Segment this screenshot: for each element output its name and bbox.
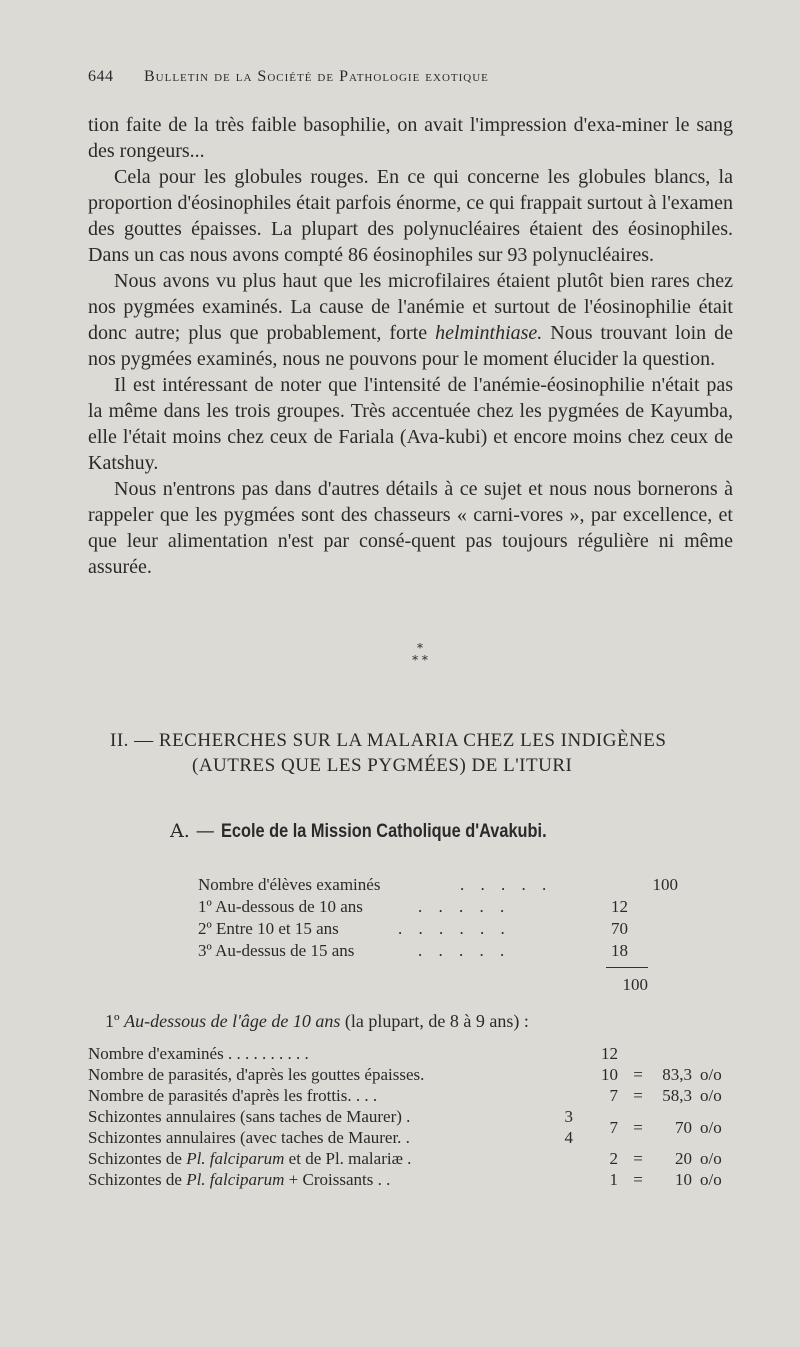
table-row (88, 1064, 738, 1085)
row-subcount: 4 (564, 1128, 573, 1147)
table-row (88, 1148, 738, 1169)
row-count: 1 (609, 1170, 618, 1189)
sum-rule (606, 967, 648, 968)
row-label: Schizontes de Pl. falciparum + Croissants . . (88, 1170, 391, 1189)
row-percent: 58,3 (662, 1086, 692, 1105)
row-label: Schizontes annulaires (avec taches de Maurer. . (88, 1128, 410, 1147)
subsection-prefix: A. — (170, 820, 215, 842)
subsection-heading (170, 818, 599, 845)
equals-sign: = (633, 1149, 643, 1168)
leader-dots: . . . . . (418, 897, 511, 916)
leader-dots: . . . . . (460, 875, 553, 894)
equals-sign: = (633, 1086, 643, 1105)
page-number: 644 (88, 68, 114, 85)
table-row (198, 940, 698, 962)
equals-sign: = (633, 1065, 643, 1084)
separator-stars-bottom: * * (412, 653, 428, 667)
row-label: Schizontes annulaires (sans taches de Maurer) . (88, 1107, 411, 1126)
row-subcount: 3 (564, 1107, 573, 1126)
section-heading-line2: (AUTRES QUE LES PYGMÉES) DE L'ITURI (192, 755, 573, 776)
table-row (88, 1118, 738, 1148)
subgroup-number: 1º (105, 1011, 120, 1031)
row-percent: 20 (675, 1149, 692, 1168)
row-value: 100 (652, 875, 678, 894)
leader-dots: . . . . . . (398, 919, 511, 938)
row-label: Nombre d'examinés . . . . . . . . . . (88, 1044, 309, 1063)
row-label: Nombre d'élèves examinés (198, 875, 381, 894)
table-row (198, 918, 698, 940)
row-count: 10 (601, 1065, 618, 1084)
sum-rule-row (198, 962, 698, 974)
table-total: 100 (622, 975, 648, 994)
paragraph: Nous avons vu plus haut que les microfilaires étaient plutôt bien rares chez nos pygmées examinés. La cause de l'anémie et surtout de l'éosinophilie était donc autre; plus que probablement, forte helminthiase. Nous trouvant loin de nos pygmées examinés, nous ne pouvons pour le moment élucider la question. (88, 270, 733, 370)
running-title: Bulletin de la Société de Pathologie exotique (144, 68, 489, 85)
equals-sign: = (633, 1170, 643, 1189)
row-unit: o/o (700, 1086, 722, 1105)
italic-term: helminthiase. (435, 322, 543, 344)
table-total-row (198, 974, 698, 996)
row-count: 2 (609, 1149, 618, 1168)
row-label: 2º Entre 10 et 15 ans (198, 919, 339, 938)
row-label: Nombre de parasités d'après les frottis. . . . (88, 1086, 378, 1105)
paragraph: Il est intéressant de noter que l'intensité de l'anémie-éosinophilie n'était pas la même dans les trois groupes. Très accentuée chez les pygmées de Kayumba, elle l'était moins chez ceux de Fariala (Ava-kubi) et encore moins chez ceux de Katshuy. (88, 374, 733, 474)
table-row (88, 1043, 738, 1064)
parasite-table (88, 1043, 738, 1190)
running-header (88, 68, 748, 86)
leader-dots: . . . . . (418, 941, 511, 960)
paragraph: tion faite de la très faible basophilie, on avait l'impression d'exa-miner le sang des rongeurs... (88, 114, 733, 162)
students-table (198, 874, 698, 996)
paragraph: Nous n'entrons pas dans d'autres détails à ce sujet et nous nous bornerons à rappeler que les pygmées sont des chasseurs « carni-vores », par excellence, et que leur alimentation n'est par consé-quent pas toujours régulière ni même assurée. (88, 478, 733, 578)
row-count: 12 (601, 1044, 618, 1063)
row-count: 7 (609, 1118, 618, 1137)
table-row (88, 1169, 738, 1190)
section-heading-line1: II. — RECHERCHES SUR LA MALARIA CHEZ LES INDIGÈNES (110, 730, 667, 751)
species-name: Pl. falciparum (186, 1170, 285, 1189)
row-label: Schizontes de Pl. falciparum et de Pl. malariæ . (88, 1149, 412, 1168)
section-heading (110, 728, 730, 778)
row-percent: 10 (675, 1170, 692, 1189)
subgroup-note: (la plupart, de 8 à 9 ans) : (344, 1011, 529, 1031)
row-count: 7 (609, 1086, 618, 1105)
row-label: 3º Au-dessus de 15 ans (198, 941, 355, 960)
row-value: 70 (611, 919, 628, 938)
section-separator (405, 642, 435, 666)
body-text (88, 112, 733, 580)
row-value: 12 (611, 897, 628, 916)
table-row (198, 874, 698, 896)
subgroup-title: Au-dessous de l'âge de 10 ans (124, 1011, 341, 1031)
table-row (198, 896, 698, 918)
row-percent: 70 (675, 1118, 692, 1137)
row-unit: o/o (700, 1170, 722, 1189)
row-unit: o/o (700, 1118, 722, 1137)
subsection-title: Ecole de la Mission Catholique d'Avakubi. (220, 821, 547, 842)
row-percent: 83,3 (662, 1065, 692, 1084)
row-label: Nombre de parasités, d'après les gouttes épaisses. (88, 1065, 425, 1084)
separator-star-top: * (417, 641, 423, 655)
row-unit: o/o (700, 1065, 722, 1084)
equals-sign: = (633, 1118, 643, 1137)
row-value: 18 (611, 941, 628, 960)
row-unit: o/o (700, 1149, 722, 1168)
subgroup-heading (105, 1008, 725, 1034)
paragraph: Cela pour les globules rouges. En ce qui concerne les globules blancs, la proportion d'éosinophiles était parfois énorme, ce qui frappait surtout à l'examen des gouttes épaisses. La plupart des polynucléaires étaient des éosinophiles. Dans un cas nous avons compté 86 éosinophiles sur 93 polynucléaires. (88, 166, 733, 266)
species-name: Pl. falciparum (186, 1149, 285, 1168)
table-row (88, 1085, 738, 1106)
row-label: 1º Au-dessous de 10 ans (198, 897, 363, 916)
